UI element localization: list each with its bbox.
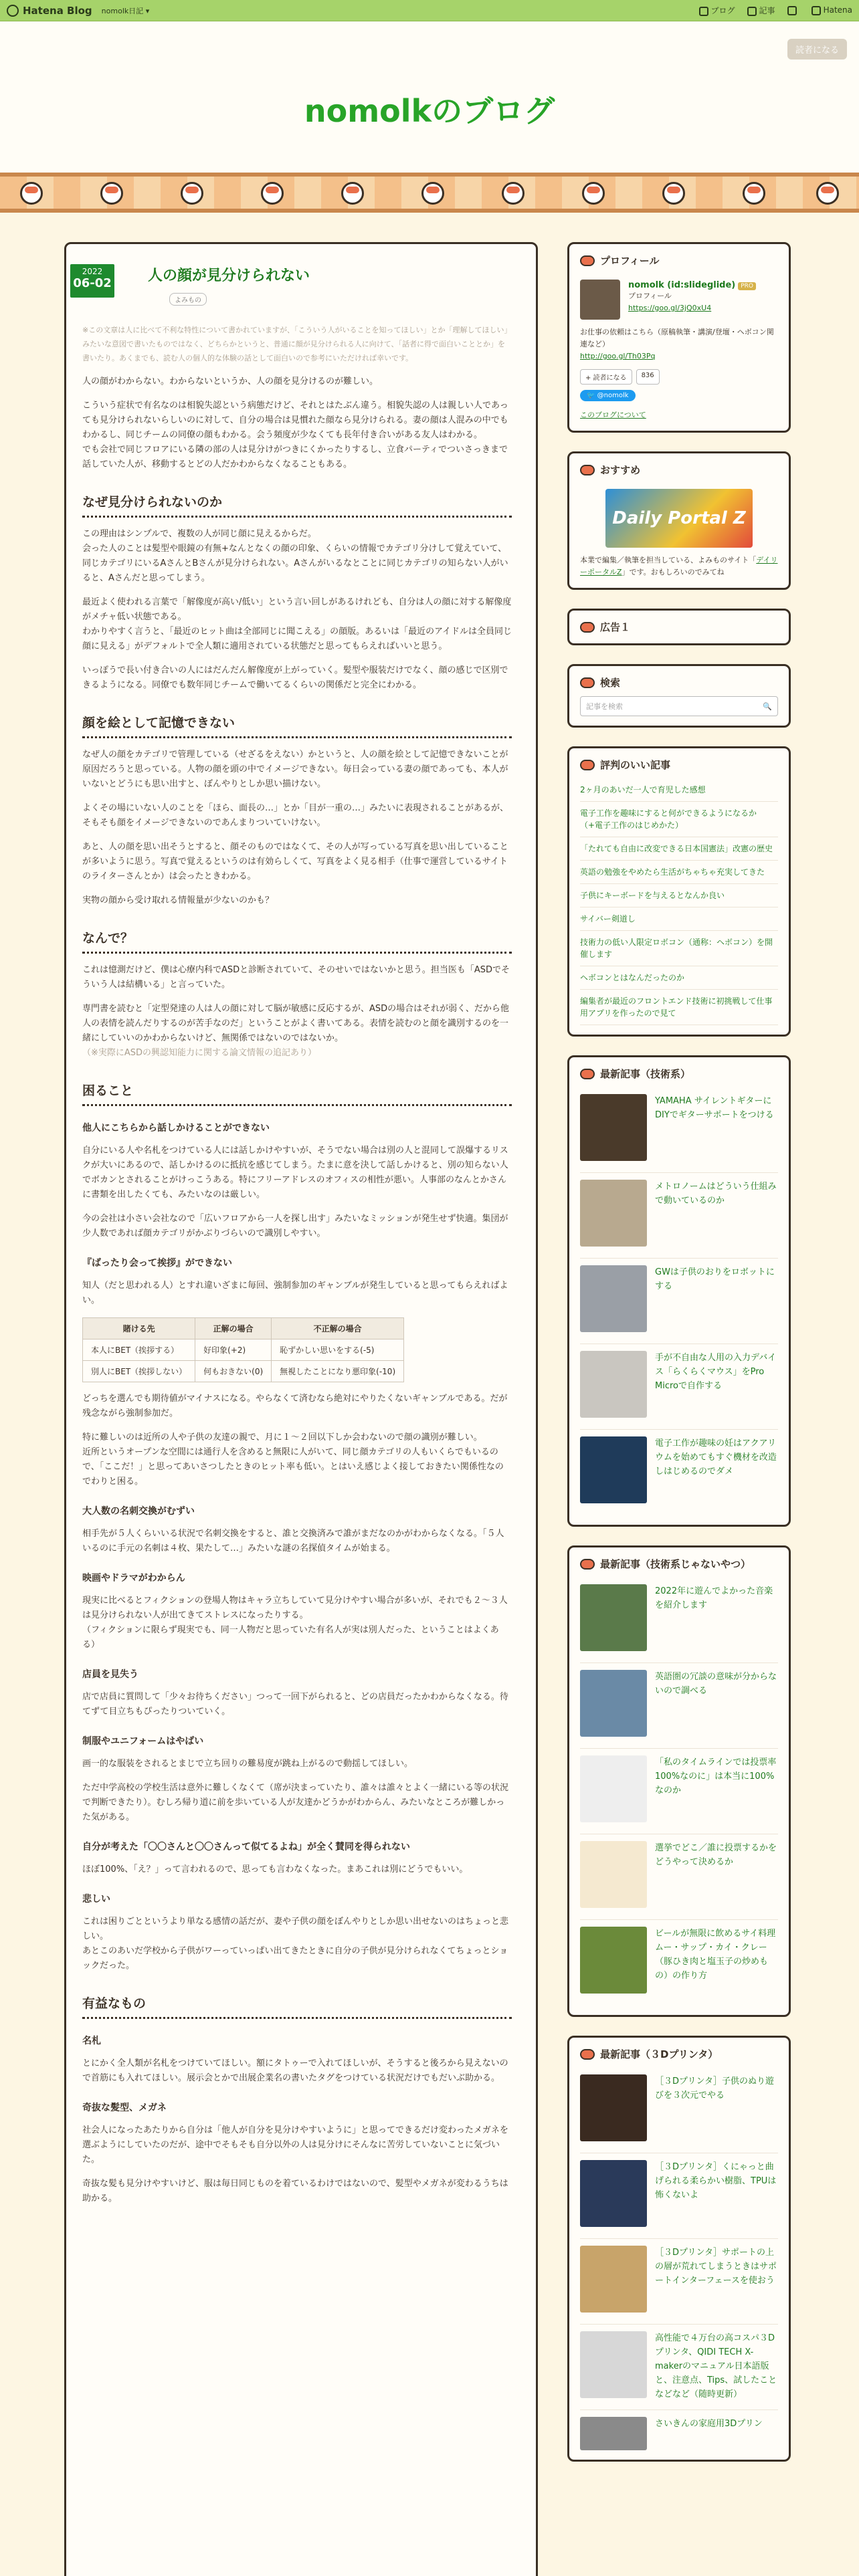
bet-table [82,1317,404,1382]
twitter-follow-button[interactable]: 🐦 @nomolk [580,390,636,401]
article-thumbnail[interactable] [580,2074,647,2141]
footnote: （※実際にASDの興認知能力に関する論文情報の追記あり） [82,1048,317,1058]
paragraph: 店で店員に質問して「少々お待ちください」つって一回下がられると、どの店員だったかわからなくなる。待てずて目立ちもぴったりついていく。 [82,1692,508,1717]
article-thumbnail[interactable] [580,2331,647,2398]
paragraph: ただ中学高校の学校生活は意外に難しくなくて（席が決まっていたり、誰々は誰々とよく一緒にいる等の状況で判断できたり）。むしろ帰り道に前を歩いている人が友達かどうかがわからん、みたいなところが難しかった気がある。 [82,1783,509,1822]
entry-date[interactable]: 2022 06-02 [70,264,114,298]
article-thumbnail[interactable] [580,1351,647,1418]
subscribe-button[interactable]: 読者になる [787,39,847,60]
document-icon [747,7,757,16]
sushi-icon [421,182,444,205]
paragraph: 社会人になったあたりから自分は「他人が自分を見分けやすいように」と思ってできるだけ変わったメガネを選ぶようにしていたのだが、途中でそもそも自分以外の人は見分けにそんなに苦労していないことに気づいた。 [82,2125,508,2165]
popular-article-link[interactable]: 2ヶ月のあいだ一人で育児した感想 [580,778,778,802]
paragraph: この理由はシンプルで、複数の人が同じ顔に見えるからだ。 [82,529,316,539]
pro-badge: PRO [738,282,756,290]
list-item[interactable]: 英語圏の冗談の意味が分からないので調べる [580,1663,778,1749]
list-item[interactable]: ［３Dプリンタ］子供のぬり遊びを３次元でやる [580,2068,778,2153]
category-tag[interactable]: よみもの [169,293,207,306]
paragraph: 専門書を読むと「定型発達の人は人の顔に対して脳が敏感に反応するが、ASDの場合はそれが弱く、だから他人の表情を読んだりするのが苦手なのだ」ということがよく書いてある。表情を読むのと顔を識別するのを一緒にしていいのかわからないけど、無関係ではないのではないか。 [82,1004,509,1043]
list-item[interactable]: 2022年に遊んでよかった音楽を紹介します [580,1578,778,1663]
section-heading: 顔を絵として記憶できない [82,713,512,738]
list-item[interactable]: 手が不自由な人用の入力デバイス「らくらくマウス」をPro Microで自作する [580,1344,778,1430]
entry-title[interactable]: 人の顔が見分けられない [148,267,310,284]
sushi-icon [261,182,284,205]
article-thumbnail[interactable] [580,2417,647,2450]
subsection-heading: 大人数の名刺交換がむずい [82,1506,195,1517]
article-thumbnail[interactable] [580,1094,647,1161]
paragraph: これは困りごとというより単なる感情の話だが、妻や子供の顔をぼんやりとしか思い出せないのはちょっと悲しい。 [82,1917,509,1941]
paragraph: 今の会社は小さい会社なので「広いフロアから一人を探し出す」みたいなミッションが発生せず快適。集団が少人数であれば顔カテゴリがかぶりづらいので識別しやすい。 [82,1214,508,1239]
blog-title[interactable]: nomolkのブログ [304,93,555,129]
list-item[interactable]: 高性能で４万台の高コスパ３Dプリンタ、QIDI TECH X-makerのマニュアル日本語版と、注意点、Tips、試したことなどなど（随時更新） [580,2325,778,2410]
sushi-icon [181,182,203,205]
table-header: 正解の場合 [195,1318,272,1339]
list-item[interactable]: さいきんの家庭用3Dプリン [580,2410,778,2450]
sushi-icon [743,182,765,205]
list-item[interactable]: 電子工作が趣味の妊はアクアリウムを始めてもすぐ機材を改造しはじめるのでダメ [580,1430,778,1515]
list-item[interactable]: 選挙でどこ／誰に投票するかをどうやって決めるか [580,1834,778,1920]
paragraph: よくその場にいない人のことを「ほら、面長の…」とか「目が一重の…」みたいに表現されることがあるが、そもそも顔をイメージできないのであんまりついていけない。 [82,803,509,828]
hatena-blog-logo[interactable]: Hatena Blog [7,5,92,17]
profile-link[interactable]: https://goo.gl/3jQ0xU4 [628,304,712,312]
section-heading: 有益なもの [82,1994,512,2019]
article-thumbnail[interactable] [580,1180,647,1247]
paragraph: 知人（だと思われる人）とすれ違いざまに毎回、強制参加のギャンブルが発生していると思ってもらえればよい。 [82,1281,508,1305]
search-icon[interactable]: 🔍 [763,702,772,711]
sushi-icon [580,1559,595,1570]
popular-article-link[interactable]: 子供にキーボードを与えるとなんか良い [580,884,778,907]
sushi-icon [580,760,595,770]
entries-button[interactable]: 記事 [747,5,775,16]
sushi-icon [662,182,685,205]
paragraph: 会った人のことは髪型や眼鏡の有無+なんとなくの顔の印象、くらいの情報でカテゴリ分けして覚えていて、同じカテゴリにいるAさんとBさんが見分けられない。Aさんがいるなとことに同じカテゴリの知らない人がいると、Aさんだと思ってしまう。 [82,544,508,583]
popular-article-link[interactable]: 編集者が最近のフロントエンド技術に初挑戦して仕事用アプリを作ったので見て [580,990,778,1025]
tech-articles-module: 最新記事（技術系） YAMAHA サイレントギターにDIYでギターサポートをつける メトロノームはどういう仕組みで動いているのか GWは子供のおりをロボットにする 手が不自由な人用の入力デバイス「らくらくマウス」をPro Microで自作する 電子工作が趣味の妊はアクアリウムを始めてもすぐ機材を改造しはじめるのでダメ [567,1055,791,1527]
paragraph: でも会社で同じフロアにいる隣の部の人は見分けがつきにくかったりするし、立食パーティでついさっきまで話していた人が、移動するとどの人だかわからなくなることもある。 [82,445,508,469]
article-thumbnail[interactable] [580,2246,647,2313]
subsection-heading: 『ばったり会って挨拶』ができない [82,1258,232,1269]
subsection-heading: 制服やユニフォームはやばい [82,1736,204,1747]
paragraph: ほぼ100%、「え？」って言われるので、思っても言わなくなった。まあこれは別にどうでもいい。 [82,1864,468,1874]
twitter-icon: 🐦 [587,392,597,399]
about-blog-link[interactable]: このブログについて [580,411,646,419]
subsection-heading: 店員を見失う [82,1669,138,1680]
ad-module: 広告１ [567,609,791,645]
pencil-icon [699,7,708,16]
popular-module: 評判のいい記事 2ヶ月のあいだ一人で育児した感想 電子工作を趣味にすると何ができるようになるか（+電子工作のはじめかた） 「たれても自由に改変できる日本国憲法」改憲の歴史 英語の勉強をやめたら生活がちゃちゃ充実してきた 子供にキーボードを与えるとなんか良い サイバー剣道し 技術力の低い人限定ロボコン（通称：ヘボコン）を開催します ヘボコンとはなんだったのか 編集者が最近のフロントエンド技術に初挑戦して仕事用アプリを作ったので見て [567,746,791,1037]
sushi-icon [580,677,595,688]
paragraph: わかりやすく言うと、「最近のヒット曲は全部同じに聞こえる」の顔版。あるいは「最近のアイドルは全員同じ顔に見える」がデフォルトで全人類に適用されている状態だと思ってもらえればいいと思う。 [82,627,512,651]
list-item[interactable]: GWは子供のおりをロボットにする [580,1259,778,1344]
popular-article-link[interactable]: ヘボコンとはなんだったのか [580,966,778,990]
table-header: 賭ける先 [83,1318,195,1339]
recommend-module: おすすめ Daily Portal Z 本業で編集／執筆を担当している、よみものサイト「デイリーポータルZ」です。おもしろいのでみてね [567,451,791,590]
article-thumbnail[interactable] [580,1927,647,1994]
3dprinter-articles-module: 最新記事（３Dプリンタ） ［３Dプリンタ］子供のぬり遊びを３次元でやる ［３Dプリンタ］くにゃっと曲げられる柔らかい樹脂、TPUは怖くないよ ［３Dプリンタ］サポートの上の層が荒れてしまうときはサポートインターフェースを使おう 高性能で４万台の高コスパ３Dプリンタ、QIDI TECH X-makerのマニュアル日本語版と、注意点、Tips、試したことなどなど（随時更新） さいきんの家庭用3Dプリン [567,2036,791,2462]
section-heading: なんで？ [82,928,512,954]
popular-article-link[interactable]: サイバー剣道し [580,907,778,931]
paragraph: （フィクションに限らず現実でも、同一人物だと思っていた有名人が実は別人だった、ということはよくある） [82,1625,499,1650]
table-row: 別人にBET（挨拶しない） 何もおきない(0) 無視したことになり悪印象(-10) [83,1361,404,1382]
list-item[interactable]: 「私のタイムラインでは投票率100%なのに」は本当に100%なのか [580,1749,778,1834]
notification-button[interactable] [787,5,799,15]
popular-article-link[interactable]: 「たれても自由に改変できる日本国憲法」改憲の歴史 [580,837,778,861]
list-item[interactable]: メトロノームはどういう仕組みで動いているのか [580,1173,778,1259]
paragraph: 相手先が５人くらいいる状況で名刺交換をすると、誰と交換済みで誰がまだなのかがわからなくなる。「５人いるのに手元の名刺は４枚、果たして…」みたいな謎の名探偵タイムが始まる。 [82,1529,504,1553]
paragraph: 近所というオープンな空間には通行人を含めると無限に人がいて、同じ顔カテゴリの人もいくらでもいるので、「ここだ！」と思ってあいさつしたときのヒット率も低い。とはいえ感じよく接しておきたい関係性なのでわりと困る。 [82,1447,504,1487]
sushi-icon [100,182,123,205]
sushi-icon [580,2049,595,2060]
article-thumbnail[interactable] [580,1755,647,1822]
popular-article-link[interactable]: 英語の勉強をやめたら生活がちゃちゃ充実してきた [580,861,778,884]
entry-article [64,242,538,2576]
list-item[interactable]: ［３Dプリンタ］サポートの上の層が荒れてしまうときはサポートインターフェースを使おう [580,2239,778,2325]
sushi-icon [502,182,524,205]
sushi-icon [341,182,364,205]
subsection-heading: 自分が考えた「〇〇さんと〇〇さんって似てるよね」が全く賛同を得られない [82,1842,410,1852]
sushi-icon [816,182,839,205]
paragraph: なぜ人の顔をカテゴリで管理している（せざるをえない）かというと、人の顔を絵として記憶できないことが原因だろうと思っている。人物の顔を頭の中でイメージできない。毎日会っている妻の顔であっても、本人がいないとどうにも思い出すと、ぼんやりとしか思い描けない。 [82,750,508,789]
sushi-banner [0,173,859,213]
popular-article-link[interactable]: 技術力の低い人限定ロボコン（通称：ヘボコン）を開催します [580,931,778,966]
paragraph: 自分にいる人や名札をつけている人には話しかけやすいが、そうでない場合は別の人と混同して誤爆するリスクが大いにあるので、話しかけるのに抵抗を感じてしまう。たまに意を決して話しかけると、別の知らない人でボカンとされることがけっこうある。特にフリーアドレスのオフィスの相性が悪い。人事部のなんとかさんに書類を出したくても、みたいなのは厳しい。 [82,1146,508,1200]
subscribe-button[interactable]: + 読者になる [580,369,632,385]
article-thumbnail[interactable] [580,1265,647,1332]
subsection-heading: 悲しい [82,1894,110,1905]
hatena-icon [812,6,821,15]
paragraph: 最近よく使われる言葉で「解像度が高い/低い」という言い回しがあるけれども、自分は人の顔に対する解像度がメチャ低い状態である。 [82,597,512,622]
user-menu[interactable]: nomolk日記 ▾ [101,6,150,15]
table-header: 不正解の場合 [272,1318,404,1339]
paragraph: 実物の顔から受け取れる情報量が少ないのかも？ [82,895,274,905]
paragraph: いっぽうで長い付き合いの人にはだんだん解像度が上がっていく。髪型や服装だけでなく、顔の感じで区別できるようになる。同僚でも数年同じチームで働いてるくらいの関係だと完全にわかる。 [82,665,508,690]
profile-module: プロフィール nomolk (id:slideglide) PRO プロフィール https://goo.gl/3jQ0xU4 お仕事の依頼はこちら（原稿執筆・講演/登壇・ヘボコン関連など） http://goo.gl/Th03Pq + 読者になる 836 🐦 @nomolk このブログについて [567,242,791,433]
article-thumbnail[interactable] [580,1584,647,1651]
paragraph: 奇抜な髪も見分けやすいけど、服は毎日同じものを着ているわけではないので、髪型やメガネが変わるうちは助かる。 [82,2179,508,2204]
write-blog-button[interactable]: ブログ [699,5,735,16]
daily-portal-z-banner[interactable]: Daily Portal Z [605,489,753,548]
bell-icon [787,6,797,15]
paragraph: 人の顔がわからない。わからないというか、人の顔を見分けるのが難しい。 [82,377,379,387]
paragraph: あと、人の顔を思い出そうとすると、顔そのものではなくて、その人が写っている写真を思い出していることが多いように思う。写真で覚えるというのは有効らしくて、写真をよく見る相手（仕事で運営しているサイトのライターさんとか）は会ったときわかる。 [82,842,508,881]
article-thumbnail[interactable] [580,2160,647,2227]
sushi-icon [582,182,605,205]
work-link[interactable]: http://goo.gl/Th03Pq [580,352,656,360]
list-item[interactable]: ［３Dプリンタ］くにゃっと曲げられる柔らかい樹脂、TPUは怖くないよ [580,2153,778,2239]
article-thumbnail[interactable] [580,1841,647,1908]
paragraph: どっちを選んでも期待値がマイナスになる。やらなくて済むなら絶対にやりたくないギャンブルである。だが残念ながら強制参加だ。 [82,1394,508,1418]
nontech-articles-module: 最新記事（技術系じゃないやつ） 2022年に遊んでよかった音楽を紹介します 英語圏の冗談の意味が分からないので調べる 「私のタイムラインでは投票率100%なのに」は本当に100%なのか 選挙でどこ／誰に投票するかをどうやって決めるか ビールが無限に飲めるサイ料理 ムー・サップ・カイ・クレー（豚ひき肉と塩玉子の炒めもの）の作り方 [567,1545,791,2017]
sushi-icon [580,465,595,475]
paragraph: これは憶測だけど、僕は心療内科でASDと診断されていて、そのせいではないかと思う。担当医も「ASDでそういう人は結構いる」と言っていた。 [82,965,510,990]
paragraph: 画一的な服装をされるとまじで立ち回りの難易度が跳ね上がるので動揺してほしい。 [82,1759,413,1769]
list-item[interactable]: ビールが無限に飲めるサイ料理 ムー・サップ・カイ・クレー（豚ひき肉と塩玉子の炒めもの）の作り方 [580,1920,778,2006]
sushi-icon [20,182,43,205]
paragraph: こういう症状で有名なのは相貌失認という病態だけど、それとはたぶん違う。相貌失認の人は親しい人であっても見分けられないらしいのに対して、自分の場合は見慣れた顔なら見分けられる。妻の顔は人混みの中でもわかるし、同じチームの同僚の顔もわかる。会う頻度が少なくても長年付き合いがある友人はわかる。 [82,401,508,440]
avatar[interactable] [580,280,620,320]
search-input[interactable]: 記事を検索 🔍 [580,696,778,716]
paragraph: 現実に比べるとフィクションの登場人物はキャラ立ちしていて見分けやすい場合が多いが、それでも２～３人は見分けられない人が出てきてストレスになったりする。 [82,1596,508,1620]
paragraph: 特に難しいのは近所の人や子供の友達の親で、月に１～２回以下しか会わないので顔の識別が難しい。 [82,1432,482,1442]
daily-portal-link[interactable]: デイリーポータルZ [580,556,778,576]
sidebar [567,242,791,2480]
section-heading: 困ること [82,1081,512,1106]
article-thumbnail[interactable] [580,1670,647,1737]
section-heading: なぜ見分けられないのか [82,492,512,518]
profile-name[interactable]: nomolk (id:slideglide) [628,280,736,290]
subsection-heading: 奇抜な髪型、メガネ [82,2103,167,2113]
subsection-heading: 他人にこちらから話しかけることができない [82,1123,270,1134]
paragraph: とにかく全人類が名札をつけていてほしい。額にタトゥーで入れてほしいが、そうすると後ろから見えないので首筋にも入れてほしい。展示会とかで出展企業名の書いたタグをつけている状況だけでもだいぶ助かる。 [82,2058,508,2083]
sushi-icon [580,255,595,266]
sushi-icon [580,622,595,633]
subsection-heading: 名札 [82,2036,101,2046]
top-navigation-bar [0,0,859,21]
search-module: 検索 記事を検索 🔍 [567,664,791,728]
list-item[interactable]: YAMAHA サイレントギターにDIYでギターサポートをつける [580,1087,778,1173]
hatena-logo-icon [7,5,19,17]
subsection-heading: 映画やドラマがわからん [82,1573,185,1584]
paragraph: あとこのあいだ学校から子供がワーっていっぱい出てきたときに自分の子供が見分けられなくてちょっとショックだった。 [82,1946,508,1971]
table-row: 本人にBET（挨拶する） 好印象(+2) 恥ずかしい思いをする(-5) [83,1339,404,1361]
popular-article-link[interactable]: 電子工作を趣味にすると何ができるようになるか（+電子工作のはじめかた） [580,802,778,837]
article-thumbnail[interactable] [580,1436,647,1503]
subscriber-count: 836 [636,369,660,385]
hatena-menu[interactable]: Hatena [812,5,852,15]
entry-note: ※この文章は人に比べて不利な特性について書かれていますが、「こういう人がいることを知ってほしい」とか「理解してほしい」みたいな意図で書いたものではなく、どちらかというと、普通に顔が見分けられる人に向けて、「話者に得で面白いこととか」を書いたり。あくまでも、読む人の個人的な体験の話として面白いので参考にいただければ幸いです。 [82,326,512,362]
sushi-icon [580,1069,595,1079]
